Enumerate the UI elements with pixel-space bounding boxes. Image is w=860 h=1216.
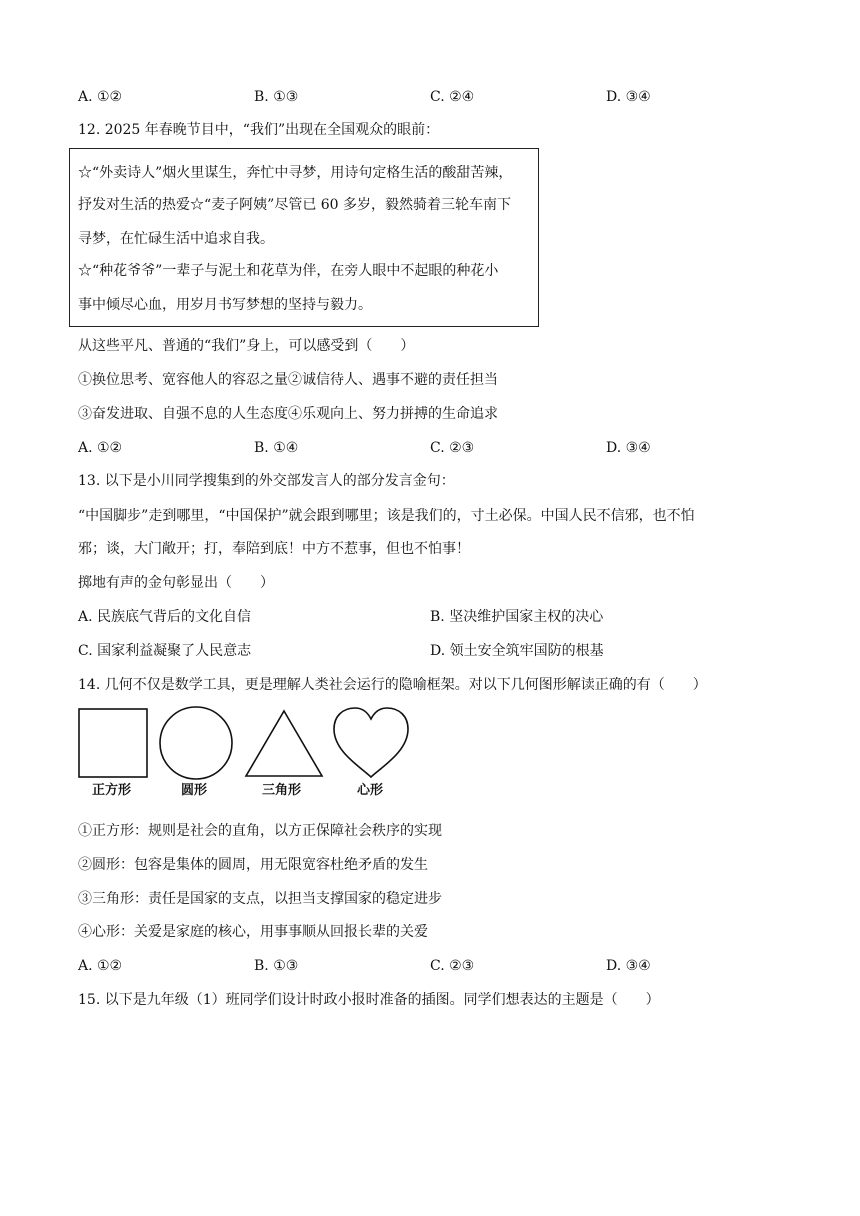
- q12-option-d[interactable]: D. ③④: [606, 440, 651, 456]
- q14-statement: ②圆形：包容是集体的圆周，用无限宽容杜绝矛盾的发生: [78, 857, 428, 873]
- q11-option-a[interactable]: A. ①②: [78, 89, 123, 105]
- q11-option-c[interactable]: C. ②④: [430, 89, 475, 105]
- circle-shape: [160, 707, 232, 779]
- q14-statement: ③三角形：责任是国家的支点，以担当支撑国家的稳定进步: [78, 891, 442, 907]
- q13-option-d[interactable]: D. 领土安全筑牢国防的根基: [430, 643, 604, 659]
- q12-statement: ①换位思考、宽容他人的容忍之量②诚信待人、遇事不避的责任担当: [78, 372, 498, 388]
- q12-box-line: ☆“种花爷爷”一辈子与泥土和花草为伴，在旁人眼中不起眼的种花小: [78, 263, 499, 279]
- q12-stem: 12. 2025 年春晚节目中，“我们”出现在全国观众的眼前：: [78, 122, 440, 138]
- q13-quote-line: “中国脚步”走到哪里，“中国保护”就会跟到哪里；该是我们的，寸土必保。中国人民不信邪，也不怕: [78, 508, 695, 524]
- q12-box-line: 事中倾尽心血，用岁月书写梦想的坚持与毅力。: [78, 297, 372, 313]
- heart-label: 心形: [357, 783, 384, 798]
- heart-shape: [334, 708, 408, 777]
- q13-question: 掷地有声的金句彰显出（ ）: [78, 575, 274, 591]
- triangle-label: 三角形: [262, 783, 302, 798]
- q12-question: 从这些平凡、普通的“我们”身上，可以感受到（ ）: [78, 338, 415, 354]
- q14-option-d[interactable]: D. ③④: [606, 958, 651, 974]
- q13-quote-line: 邪；谈，大门敞开；打，奉陪到底！中方不惹事，但也不怕事！: [78, 541, 470, 557]
- q11-option-b[interactable]: B. ①③: [254, 89, 299, 105]
- q14-option-a[interactable]: A. ①②: [78, 958, 123, 974]
- q12-box-line: 寻梦，在忙碌生活中追求自我。: [78, 231, 274, 247]
- q12-material-box: [69, 148, 539, 327]
- q14-statement: ④心形：关爱是家庭的核心，用事事顺从回报长辈的关爱: [78, 924, 428, 940]
- geometry-figures: [76, 706, 416, 780]
- q12-statement: ③奋发进取、自强不息的人生态度④乐观向上、努力拼搏的生命追求: [78, 406, 498, 422]
- square-label: 正方形: [92, 783, 132, 798]
- q12-box-line: 抒发对生活的热爱☆“麦子阿姨”尽管已 60 多岁，毅然骑着三轮车南下: [78, 197, 512, 213]
- square-shape: [79, 709, 147, 777]
- q12-option-c[interactable]: C. ②③: [430, 440, 475, 456]
- q13-option-b[interactable]: B. 坚决维护国家主权的决心: [430, 609, 604, 625]
- q13-option-a[interactable]: A. 民族底气背后的文化自信: [78, 609, 252, 625]
- q12-box-line: ☆“外卖诗人”烟火里谋生，奔忙中寻梦，用诗句定格生活的酸甜苦辣，: [78, 165, 513, 181]
- circle-label: 圆形: [181, 783, 208, 798]
- q14-stem: 14. 几何不仅是数学工具，更是理解人类社会运行的隐喻框架。对以下几何图形解读正确的有（ ）: [78, 677, 707, 693]
- q13-option-c[interactable]: C. 国家利益凝聚了人民意志: [78, 643, 252, 659]
- q14-option-c[interactable]: C. ②③: [430, 958, 475, 974]
- q12-option-b[interactable]: B. ①④: [254, 440, 299, 456]
- q14-option-b[interactable]: B. ①③: [254, 958, 299, 974]
- q13-stem: 13. 以下是小川同学搜集到的外交部发言人的部分发言金句：: [78, 473, 455, 489]
- q11-option-d[interactable]: D. ③④: [606, 89, 651, 105]
- q15-stem: 15. 以下是九年级（1）班同学们设计时政小报时准备的插图。同学们想表达的主题是（ ）: [78, 992, 660, 1008]
- triangle-shape: [246, 711, 322, 776]
- q14-statement: ①正方形：规则是社会的直角，以方正保障社会秩序的实现: [78, 823, 442, 839]
- q12-option-a[interactable]: A. ①②: [78, 440, 123, 456]
